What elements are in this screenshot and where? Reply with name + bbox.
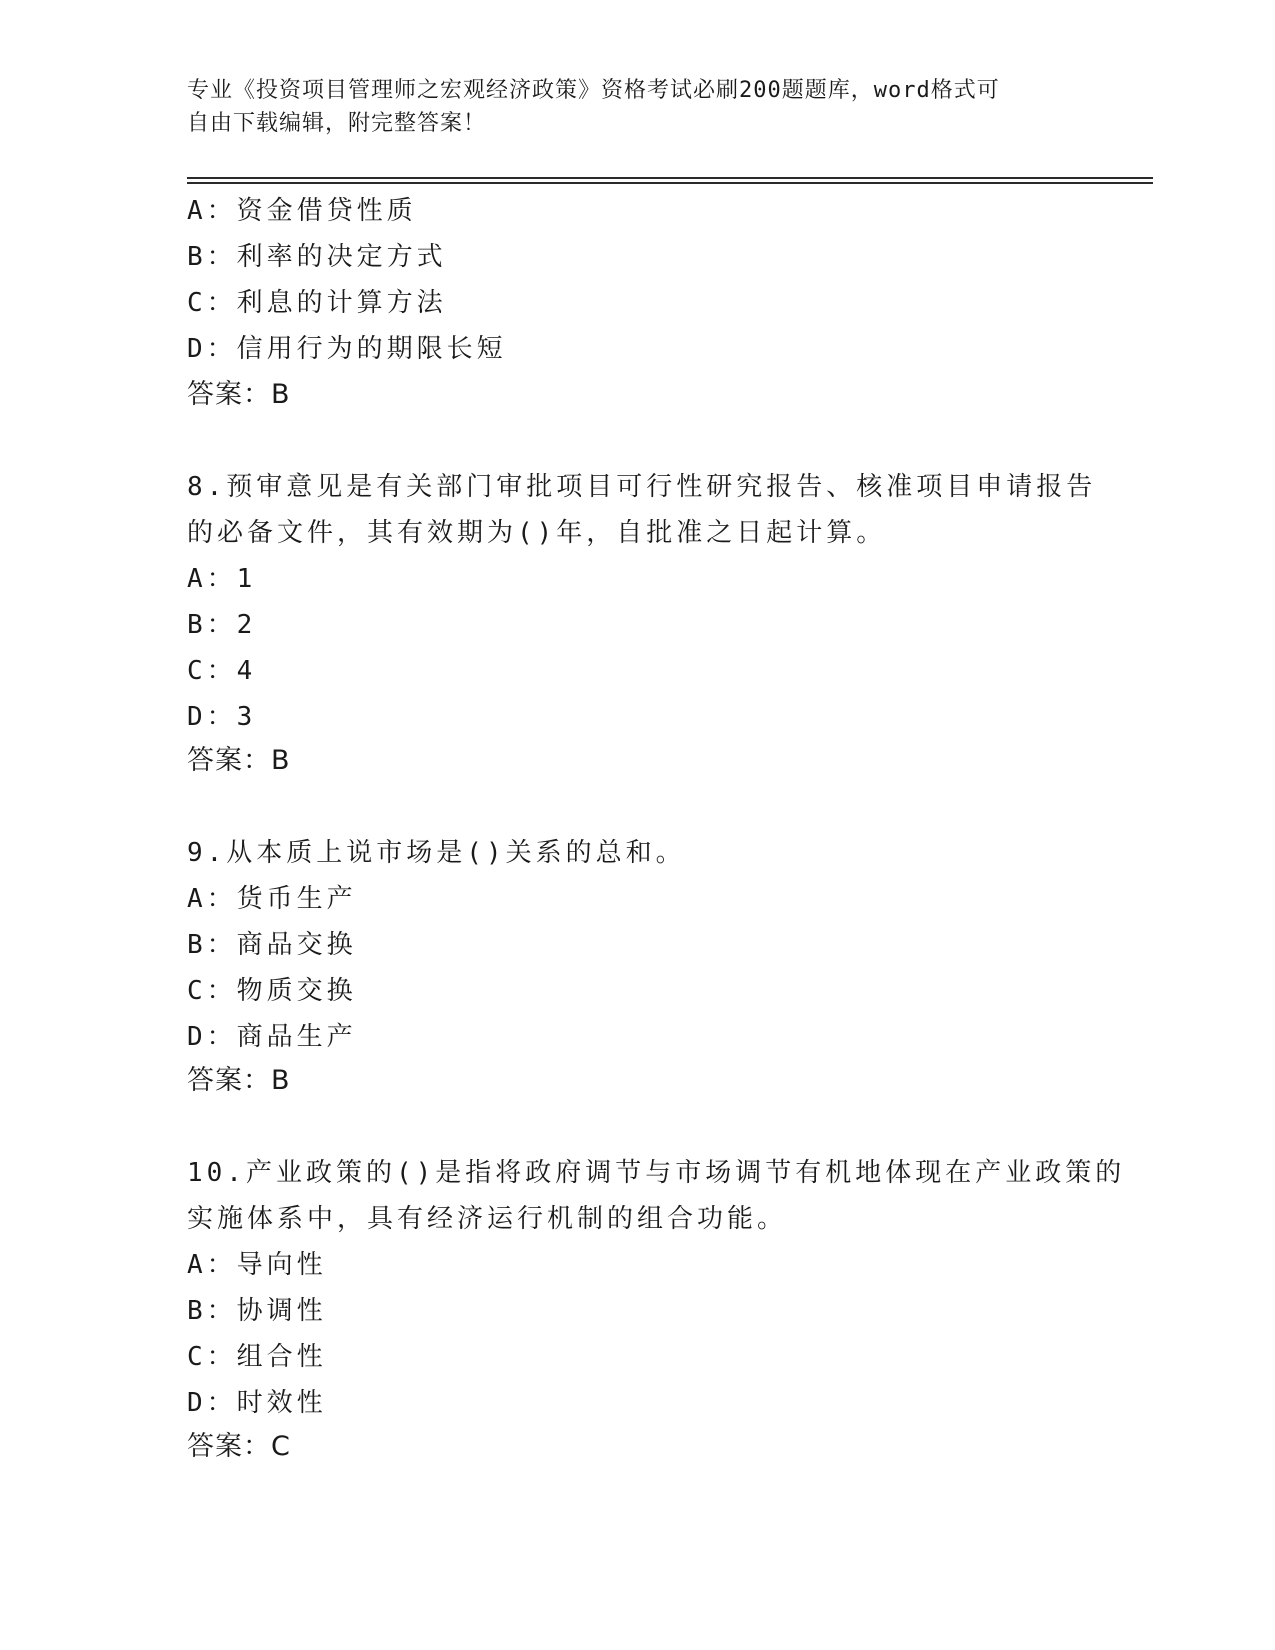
q10-option-b: B：协调性	[187, 1296, 327, 1326]
header-title-line-2: 自由下载编辑，附完整答案！	[187, 111, 487, 136]
q7-option-a: A：资金借贷性质	[187, 196, 417, 226]
header-title-line-1: 专业《投资项目管理师之宏观经济政策》资格考试必刷200题题库，word格式可	[187, 78, 1000, 103]
q8-stem-line-1: 8.预审意见是有关部门审批项目可行性研究报告、核准项目申请报告	[187, 472, 1097, 502]
q8-option-b: B：2	[187, 610, 257, 640]
header-divider-bottom	[187, 182, 1153, 184]
q9-option-d: D：商品生产	[187, 1022, 357, 1052]
q8-stem-line-2: 的必备文件，其有效期为()年，自批准之日起计算。	[187, 518, 887, 548]
q8-option-a: A：1	[187, 564, 257, 594]
q9-option-b: B：商品交换	[187, 930, 357, 960]
header-divider-top	[187, 177, 1153, 179]
q7-option-b: B：利率的决定方式	[187, 242, 447, 272]
q7-option-c: C：利息的计算方法	[187, 288, 447, 318]
q10-stem-line-2: 实施体系中，具有经济运行机制的组合功能。	[187, 1204, 788, 1234]
document-header	[187, 74, 1067, 140]
q9-answer: 答案：B	[187, 1065, 291, 1096]
q10-option-a: A：导向性	[187, 1250, 327, 1280]
q9-stem-line-1: 9.从本质上说市场是()关系的总和。	[187, 838, 686, 868]
q10-answer: 答案：C	[187, 1431, 291, 1462]
q9-option-a: A：货币生产	[187, 884, 357, 914]
q9-option-c: C：物质交换	[187, 976, 357, 1006]
q10-option-d: D：时效性	[187, 1388, 327, 1418]
q7-option-d: D：信用行为的期限长短	[187, 334, 507, 364]
q8-option-d: D：3	[187, 702, 257, 732]
q7-answer: 答案：B	[187, 379, 291, 410]
q10-option-c: C：组合性	[187, 1342, 327, 1372]
q8-option-c: C：4	[187, 656, 257, 686]
q10-stem-line-1: 10.产业政策的()是指将政府调节与市场调节有机地体现在产业政策的	[187, 1158, 1126, 1188]
q8-answer: 答案：B	[187, 745, 291, 776]
